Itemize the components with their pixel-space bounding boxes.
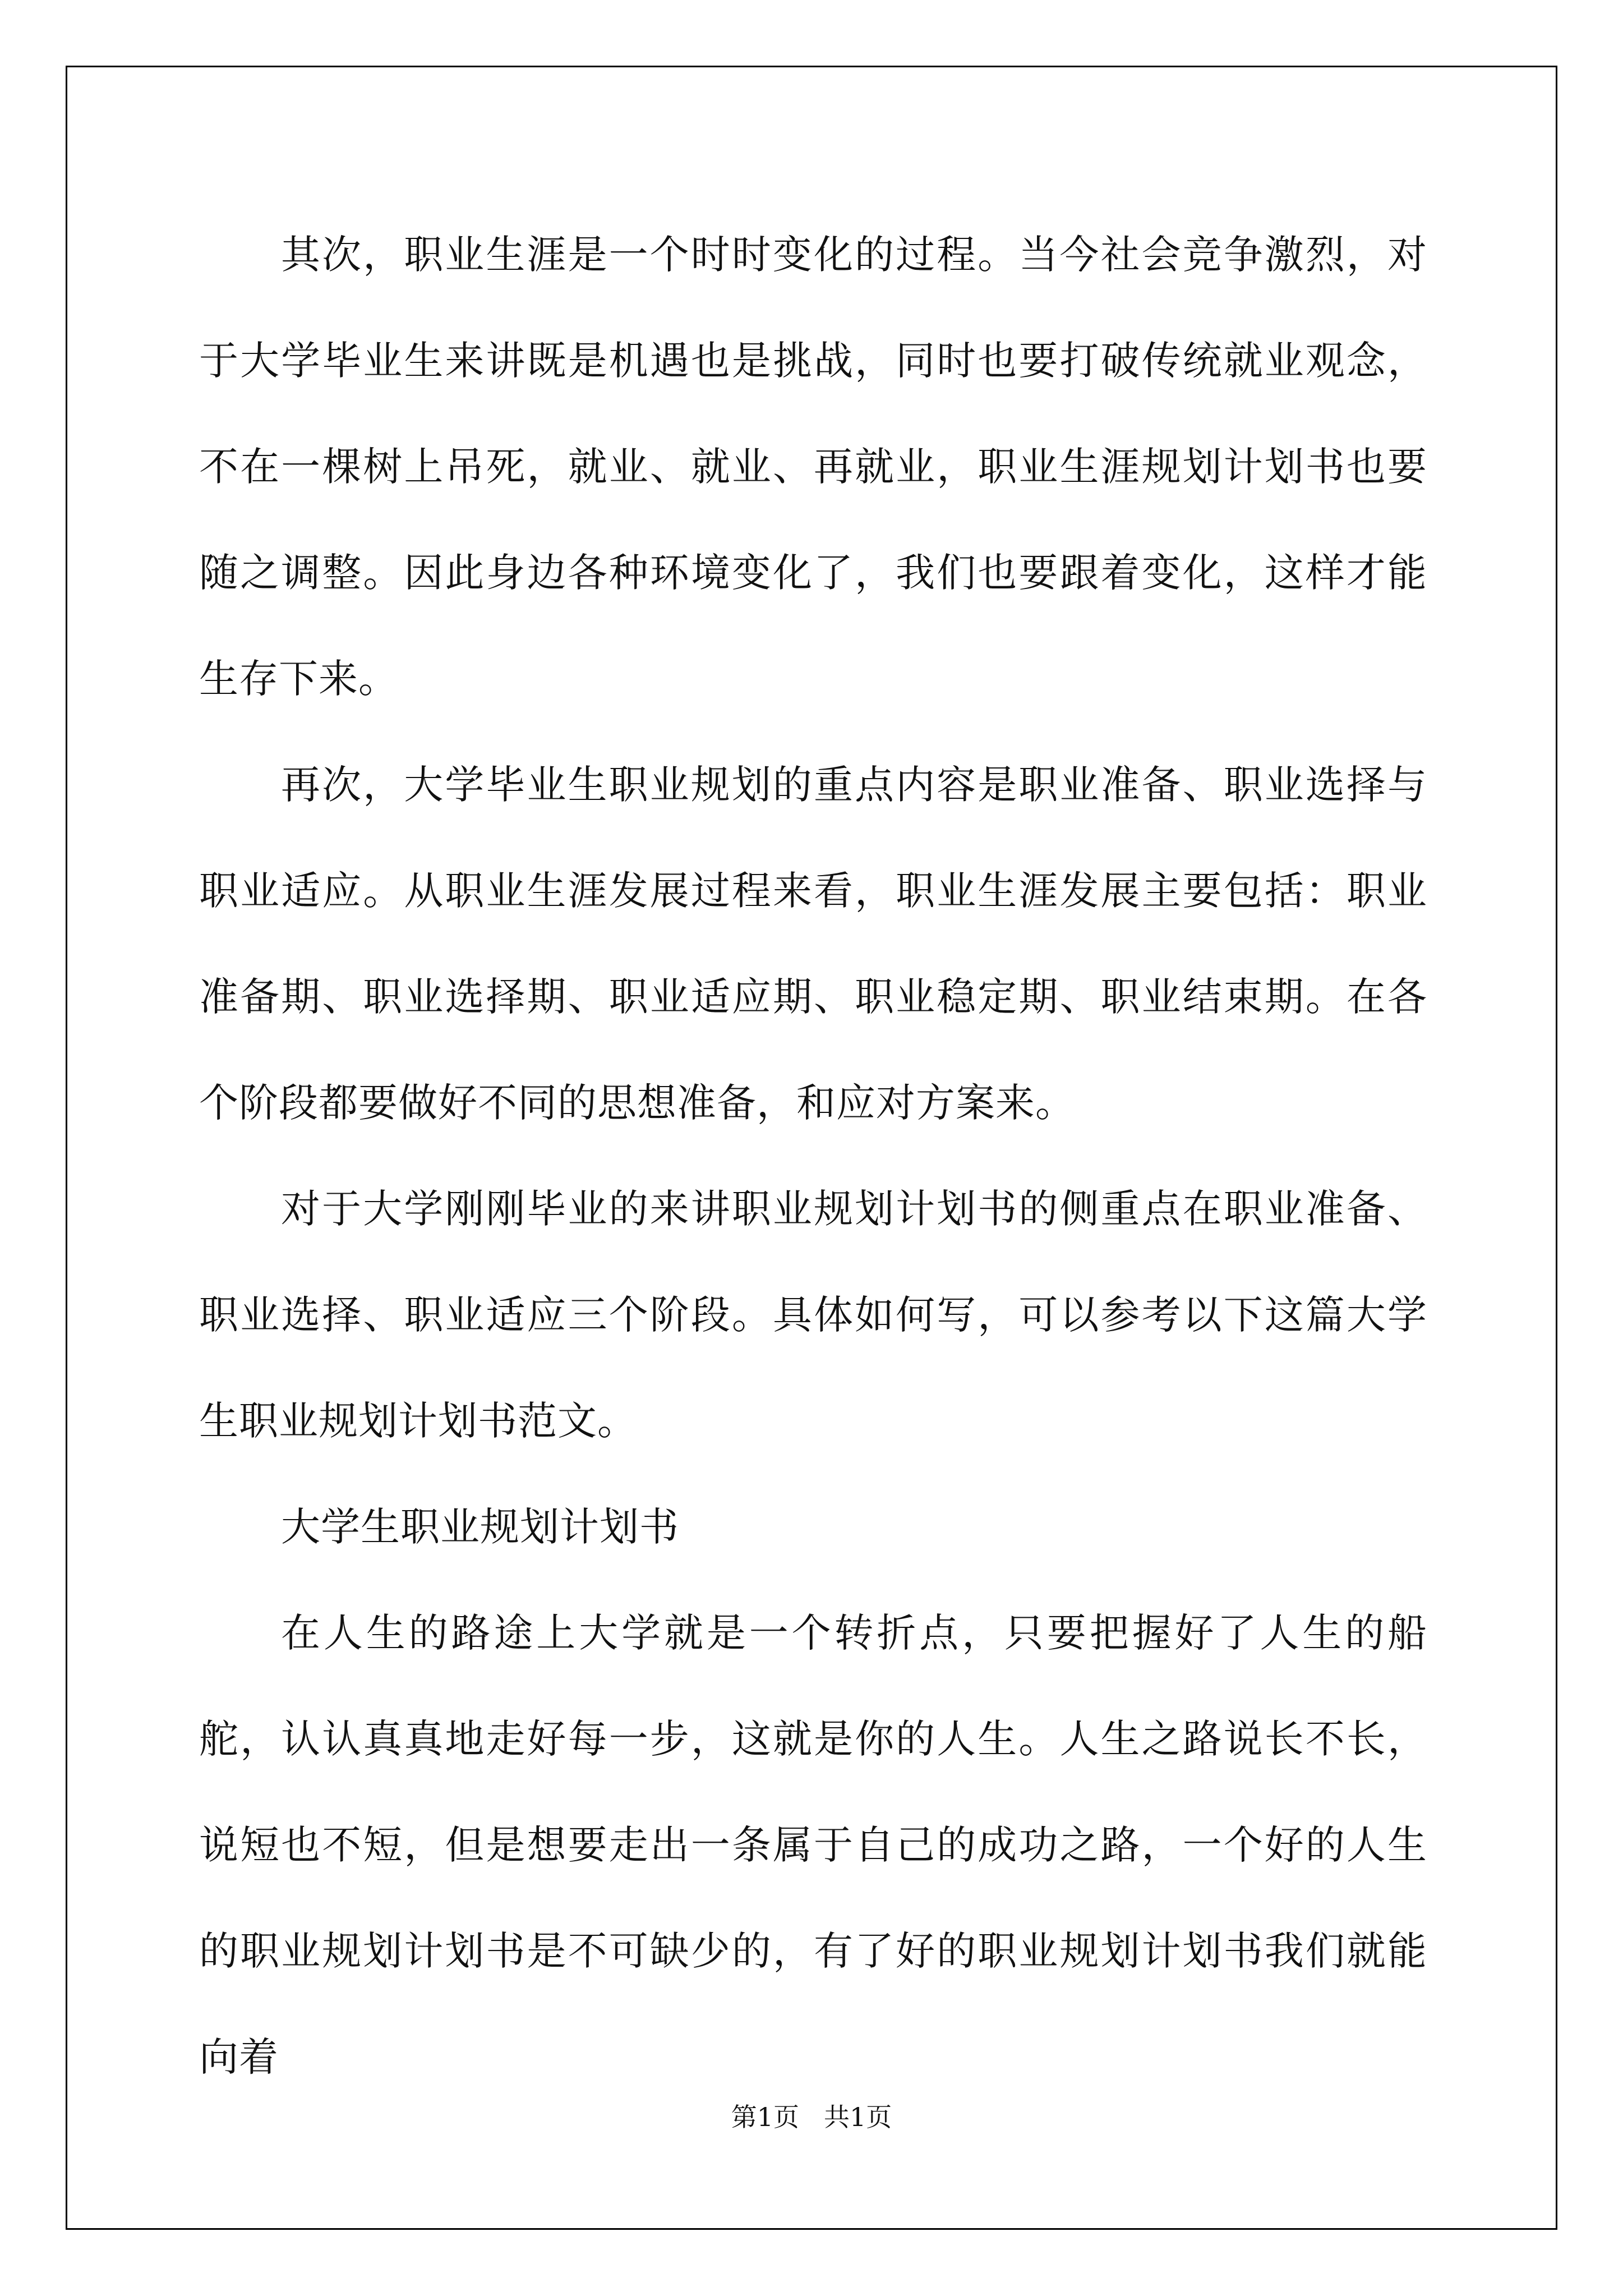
paragraph-5: 在人生的路途上大学就是一个转折点，只要把握好了人生的船舵，认认真真地走好每一步，这就是你的人生。人生之路说长不长，说短也不短，但是想要走出一条属于自己的成功之路，一个好的人生的职业规划计划书是不可缺少的，有了好的职业规划计划书我们就能向着 [199, 1610, 1427, 2080]
page-footer [0, 2097, 1623, 2134]
paragraph-2: 再次，大学毕业生职业规划的重点内容是职业准备、职业选择与职业适应。从职业生涯发展过程来看，职业生涯发展主要包括：职业准备期、职业选择期、职业适应期、职业稳定期、职业结束期。在各个阶段都要做好不同的思想准备，和应对方案来。 [199, 762, 1427, 1126]
page-number: 第1页 [731, 2102, 799, 2132]
document-body [199, 202, 1427, 2110]
paragraph-3: 对于大学刚刚毕业的来讲职业规划计划书的侧重点在职业准备、职业选择、职业适应三个阶段。具体如何写，可以参考以下这篇大学生职业规划计划书范文。 [199, 1186, 1427, 1444]
section-heading: 大学生职业规划计划书 [281, 1504, 679, 1550]
paragraph-1: 其次，职业生涯是一个时时变化的过程。当今社会竞争激烈，对于大学毕业生来讲既是机遇也是挑战，同时也要打破传统就业观念，不在一棵树上吊死，就业、就业、再就业，职业生涯规划计划书也要随之调整。因此身边各种环境变化了，我们也要跟着变化，这样才能生存下来。 [199, 232, 1427, 702]
page-total: 共1页 [824, 2102, 892, 2132]
